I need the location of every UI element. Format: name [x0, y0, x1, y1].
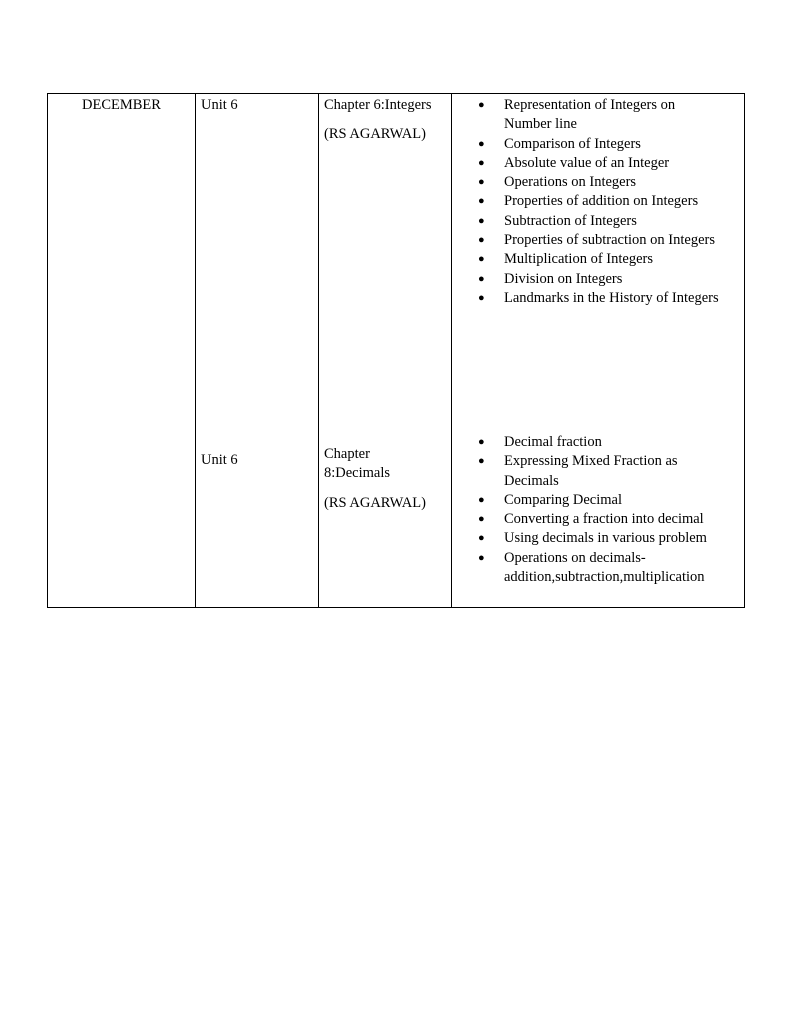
column-divider	[195, 94, 196, 607]
reference-cell: (RS AGARWAL)	[324, 126, 426, 142]
list-item: ● Comparison of Integers	[504, 135, 719, 154]
column-divider	[318, 94, 319, 607]
topic-list	[478, 96, 719, 308]
list-item: ● Comparing Decimal	[504, 491, 707, 510]
bullet-icon: ●	[478, 137, 485, 150]
unit-cell: Unit 6	[201, 452, 238, 468]
bullet-icon: ●	[478, 291, 485, 304]
bullet-icon: ●	[478, 234, 485, 247]
chapter-cell-line2: 8:Decimals	[324, 465, 391, 481]
month-cell: DECEMBER	[82, 97, 161, 113]
list-item: ● Using decimals in various problem	[504, 529, 707, 548]
list-item: ● Expressing Mixed Fraction as Decimals	[478, 453, 678, 489]
chapter-cell-line1: Chapter	[324, 446, 370, 462]
unit-cell: Unit 6	[201, 97, 238, 113]
list-item: ● Representation of Integers on Number line	[478, 97, 676, 133]
list-item: ● Absolute value of an Integer	[504, 154, 719, 173]
column-divider	[451, 94, 452, 607]
topic-list	[478, 433, 707, 587]
bullet-icon: ●	[478, 513, 485, 526]
chapter-cell: Chapter 6:Integers	[324, 97, 432, 113]
bullet-icon: ●	[478, 493, 485, 506]
bullet-icon: ●	[478, 532, 485, 545]
bullet-icon: ●	[478, 195, 485, 208]
reference-cell: (RS AGARWAL)	[324, 495, 426, 511]
syllabus-table	[47, 93, 745, 608]
list-item: ● Operations on Integers	[504, 173, 719, 192]
bullet-icon: ●	[478, 436, 485, 448]
list-item: ● Properties of addition on Integers	[504, 192, 719, 211]
bullet-icon: ●	[478, 214, 485, 227]
bullet-icon: ●	[478, 455, 485, 468]
list-item: ● Multiplication of Integers	[504, 250, 719, 269]
bullet-icon: ●	[478, 551, 485, 564]
list-item: ● Subtraction of Integers	[504, 212, 719, 231]
list-item: ● Landmarks in the History of Integers	[504, 289, 719, 308]
list-item: ● Division on Integers	[504, 270, 719, 289]
bullet-icon: ●	[478, 253, 485, 266]
bullet-icon: ●	[478, 176, 485, 189]
bullet-icon: ●	[478, 272, 485, 285]
list-item: ● Properties of subtraction on Integers	[504, 231, 719, 250]
bullet-icon: ●	[478, 99, 485, 111]
list-item: ● Converting a fraction into decimal	[504, 510, 707, 529]
bullet-icon: ●	[478, 156, 485, 169]
list-item: ● Operations on decimals- addition,subtraction,multiplication	[478, 549, 705, 586]
list-item: ● Decimal fraction	[504, 433, 707, 452]
